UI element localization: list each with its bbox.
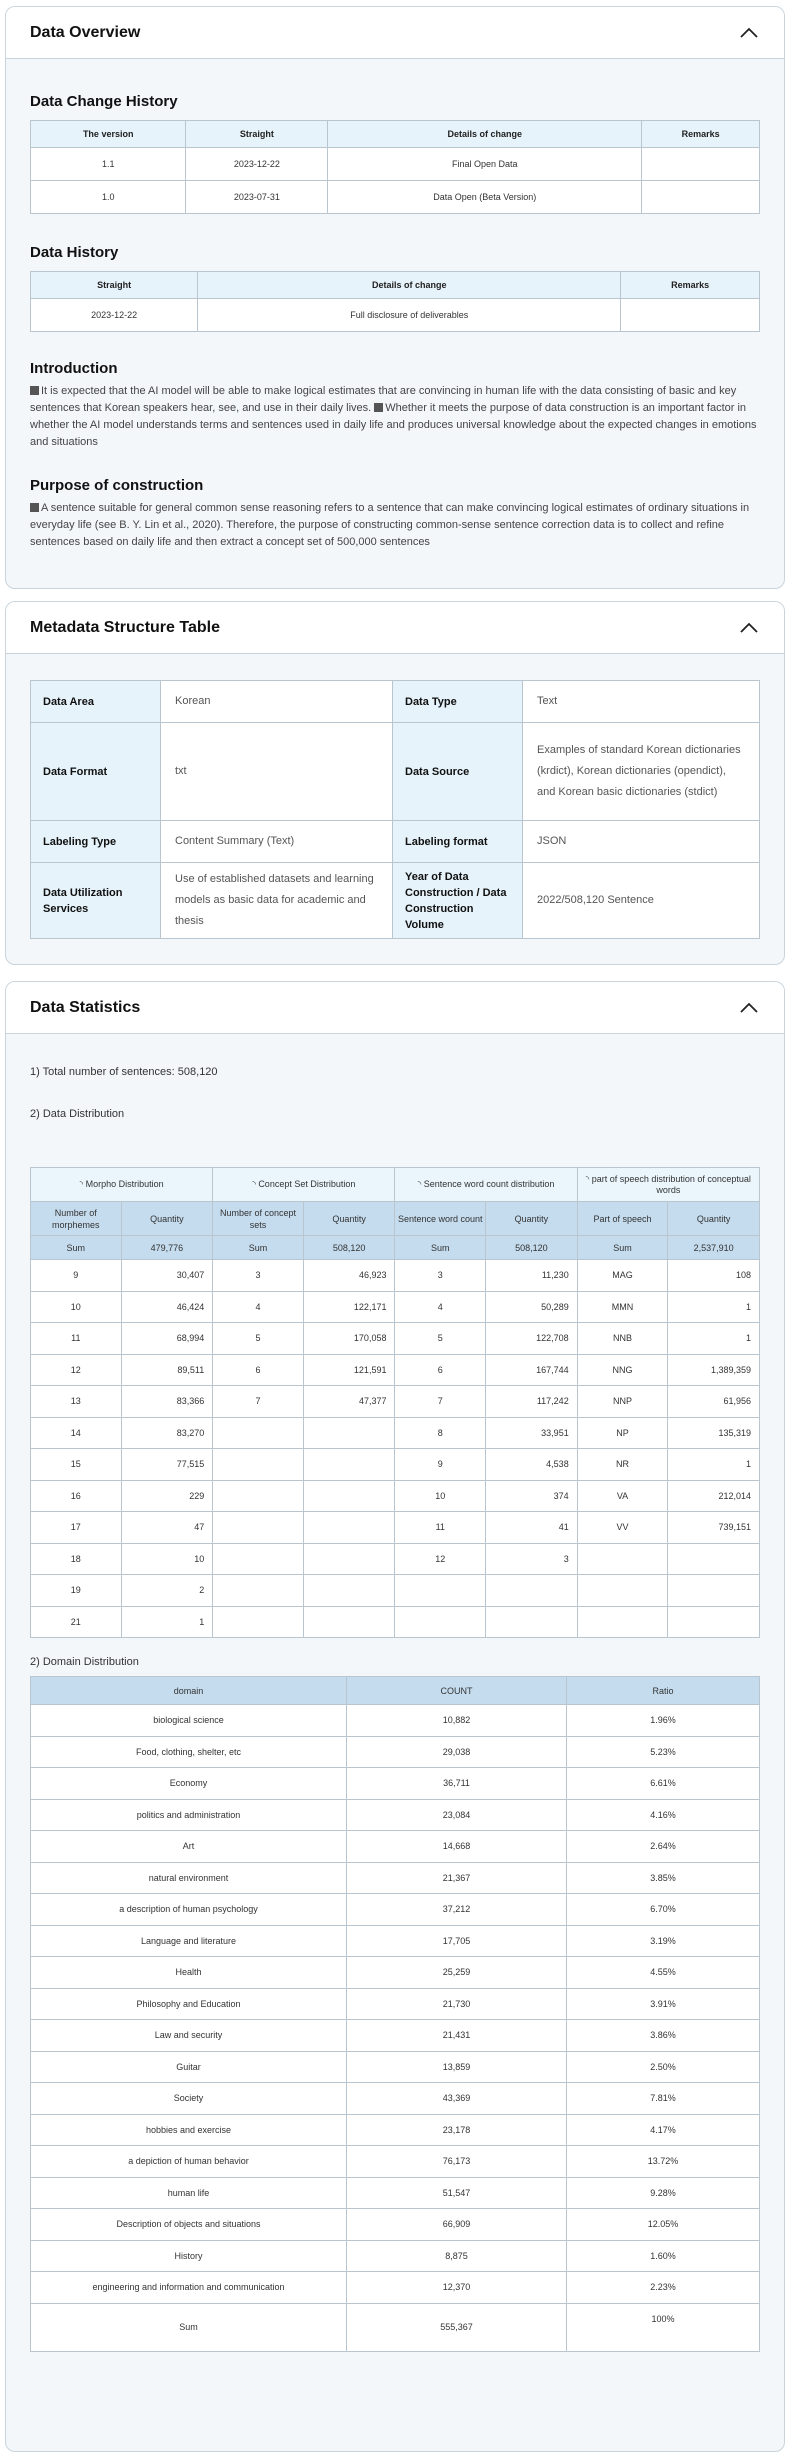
table-row xyxy=(31,1543,760,1575)
quantity-cell xyxy=(486,1606,578,1638)
quantity-cell: 108 xyxy=(668,1260,760,1292)
ratio-cell: 4.55% xyxy=(567,1957,760,1989)
ratio-cell: 6.70% xyxy=(567,1894,760,1926)
category-cell xyxy=(213,1417,304,1449)
quantity-cell xyxy=(486,1575,578,1607)
category-cell: NP xyxy=(577,1417,668,1449)
count-cell: 29,038 xyxy=(347,1736,567,1768)
category-cell: 5 xyxy=(213,1323,304,1355)
ratio-cell: 3.19% xyxy=(567,1925,760,1957)
table-row xyxy=(31,1575,760,1607)
field-label: Data Format xyxy=(31,723,161,821)
column-header: Details of change xyxy=(198,272,621,299)
domain-cell: engineering and information and communication xyxy=(31,2272,347,2304)
quantity-cell: 83,270 xyxy=(121,1417,213,1449)
domain-table xyxy=(30,1676,760,2352)
table-row xyxy=(31,1449,760,1481)
sum-row xyxy=(31,1236,760,1260)
quantity-cell: 135,319 xyxy=(668,1417,760,1449)
metadata-table xyxy=(30,680,760,939)
remarks-cell xyxy=(642,181,760,214)
category-cell: 10 xyxy=(31,1291,122,1323)
quantity-cell xyxy=(303,1543,395,1575)
category-cell: 15 xyxy=(31,1449,122,1481)
table-row xyxy=(31,148,760,181)
quantity-cell: 11,230 xyxy=(486,1260,578,1292)
quantity-cell: 122,708 xyxy=(486,1323,578,1355)
count-cell: 21,431 xyxy=(347,2020,567,2052)
table-row xyxy=(31,1354,760,1386)
statistics-header[interactable] xyxy=(6,982,784,1034)
sum-cell: Sum xyxy=(31,1236,122,1260)
quantity-cell: 61,956 xyxy=(668,1386,760,1418)
arc-icon: ◝ xyxy=(79,1179,86,1189)
quantity-cell: 10 xyxy=(121,1543,213,1575)
domain-cell: Food, clothing, shelter, etc xyxy=(31,1736,347,1768)
count-cell: 25,259 xyxy=(347,1957,567,1989)
details-cell: Final Open Data xyxy=(328,148,642,181)
category-cell xyxy=(213,1606,304,1638)
remarks-cell xyxy=(642,148,760,181)
domain-cell: Language and literature xyxy=(31,1925,347,1957)
ratio-cell: 5.23% xyxy=(567,1736,760,1768)
category-cell: 16 xyxy=(31,1480,122,1512)
ratio-cell: 1.96% xyxy=(567,1705,760,1737)
ratio-cell: 13.72% xyxy=(567,2146,760,2178)
count-cell: 13,859 xyxy=(347,2051,567,2083)
quantity-cell: 47 xyxy=(121,1512,213,1544)
ratio-cell: 7.81% xyxy=(567,2083,760,2115)
ratio-cell: 1.60% xyxy=(567,2240,760,2272)
sum-cell: Sum xyxy=(213,1236,304,1260)
chevron-up-icon[interactable] xyxy=(738,22,760,44)
total-row xyxy=(31,2303,760,2351)
category-cell: 6 xyxy=(213,1354,304,1386)
table-row xyxy=(31,2272,760,2304)
category-cell xyxy=(213,1449,304,1481)
quantity-cell: 30,407 xyxy=(121,1260,213,1292)
domain-cell: human life xyxy=(31,2177,347,2209)
quantity-cell: 47,377 xyxy=(303,1386,395,1418)
quantity-cell: 83,366 xyxy=(121,1386,213,1418)
field-value: Content Summary (Text) xyxy=(161,821,393,863)
count-cell: 36,711 xyxy=(347,1768,567,1800)
quantity-cell: 68,994 xyxy=(121,1323,213,1355)
column-header: The version xyxy=(31,121,186,148)
quantity-cell xyxy=(303,1575,395,1607)
category-cell: 11 xyxy=(395,1512,486,1544)
quantity-cell: 1 xyxy=(668,1323,760,1355)
distribution-label: 2) Data Distribution xyxy=(30,1108,125,1120)
table-row xyxy=(31,1957,760,1989)
quantity-cell: 121,591 xyxy=(303,1354,395,1386)
sum-cell: 2,537,910 xyxy=(668,1236,760,1260)
quantity-cell xyxy=(303,1449,395,1481)
ratio-cell: 3.91% xyxy=(567,1988,760,2020)
ratio-cell: 3.86% xyxy=(567,2020,760,2052)
category-cell xyxy=(213,1480,304,1512)
quantity-cell: 2 xyxy=(121,1575,213,1607)
field-value: Use of established datasets and learning models as basic data for academic and thesis xyxy=(161,863,393,939)
category-cell xyxy=(577,1575,668,1607)
ratio-cell: 3.85% xyxy=(567,1862,760,1894)
data-overview-header[interactable] xyxy=(6,7,784,59)
field-label: Data Source xyxy=(393,723,523,821)
table-row xyxy=(31,1862,760,1894)
quantity-cell: 1 xyxy=(668,1291,760,1323)
purpose-sentence: A sentence suitable for general common sense reasoning refers to a sentence that can make convincing logical estimates of ordinary situations in everyday life (see B. Y. Lin et al., 2020). Therefore, the purpose of constructing common-sense sentence correction data is to collect and refine sentences based on daily life and then extract a concept set of 500,000 sentences xyxy=(30,502,750,548)
domain-cell: Health xyxy=(31,1957,347,1989)
table-row xyxy=(31,1417,760,1449)
ratio-cell: 6.61% xyxy=(567,1768,760,1800)
category-cell: 18 xyxy=(31,1543,122,1575)
quantity-cell: 739,151 xyxy=(668,1512,760,1544)
table-row xyxy=(31,1988,760,2020)
section-title: Metadata Structure Table xyxy=(30,618,220,636)
column-header: Quantity xyxy=(668,1202,760,1236)
category-cell xyxy=(577,1543,668,1575)
details-cell: Full disclosure of deliverables xyxy=(198,299,621,332)
domain-cell: a description of human psychology xyxy=(31,1894,347,1926)
table-row xyxy=(31,1705,760,1737)
count-cell: 12,370 xyxy=(347,2272,567,2304)
group-header: ◝ Concept Set Distribution xyxy=(213,1168,395,1202)
ratio-cell: 4.16% xyxy=(567,1799,760,1831)
arc-icon: ◝ xyxy=(585,1174,592,1184)
table-row xyxy=(31,2146,760,2178)
change-history-title: Data Change History xyxy=(30,93,178,110)
date-cell: 2023-12-22 xyxy=(31,299,198,332)
column-header: Straight xyxy=(31,272,198,299)
domain-cell: Philosophy and Education xyxy=(31,1988,347,2020)
count-cell: 43,369 xyxy=(347,2083,567,2115)
column-header: Number of morphemes xyxy=(31,1202,122,1236)
quantity-cell xyxy=(303,1480,395,1512)
group-header: ◝ part of speech distribution of conceptual words xyxy=(577,1168,759,1202)
category-cell: 6 xyxy=(395,1354,486,1386)
domain-cell: Description of objects and situations xyxy=(31,2209,347,2241)
quantity-cell: 122,171 xyxy=(303,1291,395,1323)
column-header: Quantity xyxy=(121,1202,213,1236)
quantity-cell: 1 xyxy=(121,1606,213,1638)
domain-cell: Guitar xyxy=(31,2051,347,2083)
category-cell xyxy=(577,1606,668,1638)
quantity-cell: 33,951 xyxy=(486,1417,578,1449)
table-row xyxy=(31,1831,760,1863)
table-row xyxy=(31,2051,760,2083)
distribution-table xyxy=(30,1167,760,1638)
ratio-cell: 9.28% xyxy=(567,2177,760,2209)
domain-cell: Society xyxy=(31,2083,347,2115)
section-title: Data Statistics xyxy=(30,998,141,1016)
table-row xyxy=(31,1323,760,1355)
column-header: Details of change xyxy=(328,121,642,148)
quantity-cell xyxy=(668,1543,760,1575)
table-row xyxy=(31,2177,760,2209)
category-cell xyxy=(395,1575,486,1607)
column-header: Part of speech xyxy=(577,1202,668,1236)
column-header: Remarks xyxy=(621,272,760,299)
count-cell: 21,367 xyxy=(347,1862,567,1894)
quantity-cell: 4,538 xyxy=(486,1449,578,1481)
field-label: Labeling Type xyxy=(31,821,161,863)
ratio-cell: 2.23% xyxy=(567,2272,760,2304)
sum-cell: 479,776 xyxy=(121,1236,213,1260)
quantity-cell: 89,511 xyxy=(121,1354,213,1386)
data-overview-section xyxy=(5,6,785,589)
count-cell: 17,705 xyxy=(347,1925,567,1957)
table-row xyxy=(31,1386,760,1418)
count-cell: 37,212 xyxy=(347,1894,567,1926)
introduction-text xyxy=(30,383,760,451)
quantity-cell: 212,014 xyxy=(668,1480,760,1512)
quantity-cell: 1,389,359 xyxy=(668,1354,760,1386)
field-label: Data Area xyxy=(31,681,161,723)
column-header: Remarks xyxy=(642,121,760,148)
quantity-cell: 3 xyxy=(486,1543,578,1575)
statistics-section xyxy=(5,981,785,2452)
sum-cell: 508,120 xyxy=(303,1236,395,1260)
domain-cell: Law and security xyxy=(31,2020,347,2052)
ratio-cell: 4.17% xyxy=(567,2114,760,2146)
total-label: 1) Total number of sentences: xyxy=(30,1066,178,1078)
count-cell: 14,668 xyxy=(347,1831,567,1863)
version-cell: 1.1 xyxy=(31,148,186,181)
table-row xyxy=(31,1480,760,1512)
quantity-cell: 374 xyxy=(486,1480,578,1512)
field-label: Labeling format xyxy=(393,821,523,863)
table-row xyxy=(31,723,760,821)
domain-cell: politics and administration xyxy=(31,1799,347,1831)
table-row xyxy=(31,1512,760,1544)
table-row xyxy=(31,1736,760,1768)
table-row xyxy=(31,1606,760,1638)
table-row xyxy=(31,1925,760,1957)
category-cell: 14 xyxy=(31,1417,122,1449)
domain-cell: natural environment xyxy=(31,1862,347,1894)
sum-cell: 508,120 xyxy=(486,1236,578,1260)
table-row xyxy=(31,2020,760,2052)
domain-cell: biological science xyxy=(31,1705,347,1737)
change-history-table xyxy=(30,120,760,214)
details-cell: Data Open (Beta Version) xyxy=(328,181,642,214)
category-cell: 7 xyxy=(213,1386,304,1418)
quantity-cell xyxy=(303,1606,395,1638)
purpose-text xyxy=(30,500,760,551)
quantity-cell: 1 xyxy=(668,1449,760,1481)
date-cell: 2023-07-31 xyxy=(186,181,328,214)
quantity-cell xyxy=(668,1575,760,1607)
category-cell: 7 xyxy=(395,1386,486,1418)
column-header: Quantity xyxy=(486,1202,578,1236)
count-cell: 8,875 xyxy=(347,2240,567,2272)
chevron-up-icon[interactable] xyxy=(738,997,760,1019)
square-bullet-icon xyxy=(30,503,39,512)
square-bullet-icon xyxy=(374,403,383,412)
metadata-header[interactable] xyxy=(6,602,784,654)
category-cell: NNB xyxy=(577,1323,668,1355)
category-cell: 9 xyxy=(395,1449,486,1481)
category-cell: 11 xyxy=(31,1323,122,1355)
quantity-cell: 229 xyxy=(121,1480,213,1512)
metadata-section xyxy=(5,601,785,965)
quantity-cell xyxy=(668,1606,760,1638)
count-cell: 23,178 xyxy=(347,2114,567,2146)
category-cell: 5 xyxy=(395,1323,486,1355)
count-cell: 10,882 xyxy=(347,1705,567,1737)
quantity-cell: 167,744 xyxy=(486,1354,578,1386)
total-value: 508,120 xyxy=(177,1066,218,1078)
ratio-cell: 2.50% xyxy=(567,2051,760,2083)
table-row xyxy=(31,181,760,214)
quantity-cell: 46,424 xyxy=(121,1291,213,1323)
count-cell: 76,173 xyxy=(347,2146,567,2178)
total-cell: Sum xyxy=(31,2303,347,2351)
column-header: Sentence word count xyxy=(395,1202,486,1236)
category-cell: VV xyxy=(577,1512,668,1544)
table-row xyxy=(31,863,760,939)
field-label: Year of Data Construction / Data Construction Volume xyxy=(393,863,523,939)
remarks-cell xyxy=(621,299,760,332)
domain-label: 2) Domain Distribution xyxy=(30,1656,139,1668)
category-cell: NNG xyxy=(577,1354,668,1386)
field-value: 2022/508,120 Sentence xyxy=(523,863,760,939)
count-cell: 21,730 xyxy=(347,1988,567,2020)
column-header: Number of concept sets xyxy=(213,1202,304,1236)
category-cell: 8 xyxy=(395,1417,486,1449)
table-row xyxy=(31,299,760,332)
field-label: Data Utilization Services xyxy=(31,863,161,939)
version-cell: 1.0 xyxy=(31,181,186,214)
table-row xyxy=(31,821,760,863)
category-cell: 4 xyxy=(395,1291,486,1323)
total-cell: 100% xyxy=(567,2303,760,2351)
domain-cell: hobbies and exercise xyxy=(31,2114,347,2146)
section-title: Data Overview xyxy=(30,23,141,41)
quantity-cell: 50,289 xyxy=(486,1291,578,1323)
total-cell: 555,367 xyxy=(347,2303,567,2351)
table-row xyxy=(31,1260,760,1292)
category-cell: 12 xyxy=(31,1354,122,1386)
category-cell: 3 xyxy=(213,1260,304,1292)
category-cell: NNP xyxy=(577,1386,668,1418)
data-history-title: Data History xyxy=(30,244,119,261)
column-header: Quantity xyxy=(303,1202,395,1236)
ratio-cell: 2.64% xyxy=(567,1831,760,1863)
introduction-title: Introduction xyxy=(30,360,118,377)
data-history-table xyxy=(30,271,760,332)
count-cell: 51,547 xyxy=(347,2177,567,2209)
count-cell: 66,909 xyxy=(347,2209,567,2241)
field-value: Examples of standard Korean dictionaries (krdict), Korean dictionaries (opendict), and Korean basic dictionaries (stdict) xyxy=(523,723,760,821)
category-cell: 19 xyxy=(31,1575,122,1607)
category-cell: 3 xyxy=(395,1260,486,1292)
quantity-cell: 117,242 xyxy=(486,1386,578,1418)
column-header: domain xyxy=(31,1677,347,1705)
category-cell xyxy=(213,1575,304,1607)
table-row xyxy=(31,2083,760,2115)
arc-icon: ◝ xyxy=(252,1179,259,1189)
quantity-cell: 46,923 xyxy=(303,1260,395,1292)
field-label: Data Type xyxy=(393,681,523,723)
count-cell: 23,084 xyxy=(347,1799,567,1831)
domain-cell: History xyxy=(31,2240,347,2272)
date-cell: 2023-12-22 xyxy=(186,148,328,181)
table-row xyxy=(31,1894,760,1926)
ratio-cell: 12.05% xyxy=(567,2209,760,2241)
quantity-cell: 170,058 xyxy=(303,1323,395,1355)
quantity-cell: 77,515 xyxy=(121,1449,213,1481)
column-header: COUNT xyxy=(347,1677,567,1705)
category-cell: 17 xyxy=(31,1512,122,1544)
category-cell xyxy=(213,1512,304,1544)
category-cell: 9 xyxy=(31,1260,122,1292)
square-bullet-icon xyxy=(30,386,39,395)
table-row xyxy=(31,2240,760,2272)
quantity-cell xyxy=(303,1512,395,1544)
sum-cell: Sum xyxy=(577,1236,668,1260)
quantity-cell xyxy=(303,1417,395,1449)
category-cell: MAG xyxy=(577,1260,668,1292)
field-value: Korean xyxy=(161,681,393,723)
table-row xyxy=(31,2114,760,2146)
purpose-title: Purpose of construction xyxy=(30,477,204,494)
domain-cell: Economy xyxy=(31,1768,347,1800)
arc-icon: ◝ xyxy=(417,1179,424,1189)
introduction-sentence-2: Whether it meets the purpose of data construction is an important factor in whether the AI model understands terms and sentences used in daily life and produces universal knowledge about the expected changes in emotions and situations xyxy=(30,402,757,448)
domain-cell: a depiction of human behavior xyxy=(31,2146,347,2178)
quantity-cell: 41 xyxy=(486,1512,578,1544)
column-header: Straight xyxy=(186,121,328,148)
category-cell xyxy=(395,1606,486,1638)
category-cell: 12 xyxy=(395,1543,486,1575)
category-cell: 10 xyxy=(395,1480,486,1512)
introduction-sentence-1: It is expected that the AI model will be able to make logical estimates that are convincing in human life with the data consisting of basic and key sentences that Korean speakers hear, see, and use in their daily lives. xyxy=(30,385,737,414)
field-value: JSON xyxy=(523,821,760,863)
group-header: ◝ Sentence word count distribution xyxy=(395,1168,577,1202)
table-row xyxy=(31,1291,760,1323)
table-row xyxy=(31,1799,760,1831)
field-value: Text xyxy=(523,681,760,723)
category-cell: MMN xyxy=(577,1291,668,1323)
category-cell: VA xyxy=(577,1480,668,1512)
category-cell: 13 xyxy=(31,1386,122,1418)
column-header: Ratio xyxy=(567,1677,760,1705)
chevron-up-icon[interactable] xyxy=(738,617,760,639)
domain-cell: Art xyxy=(31,1831,347,1863)
category-cell: 4 xyxy=(213,1291,304,1323)
category-cell xyxy=(213,1543,304,1575)
field-value: txt xyxy=(161,723,393,821)
table-row xyxy=(31,2209,760,2241)
total-sentences xyxy=(30,1066,760,1078)
group-header: ◝ Morpho Distribution xyxy=(31,1168,213,1202)
table-row xyxy=(31,681,760,723)
category-cell: 21 xyxy=(31,1606,122,1638)
category-cell: NR xyxy=(577,1449,668,1481)
sum-cell: Sum xyxy=(395,1236,486,1260)
table-row xyxy=(31,1768,760,1800)
